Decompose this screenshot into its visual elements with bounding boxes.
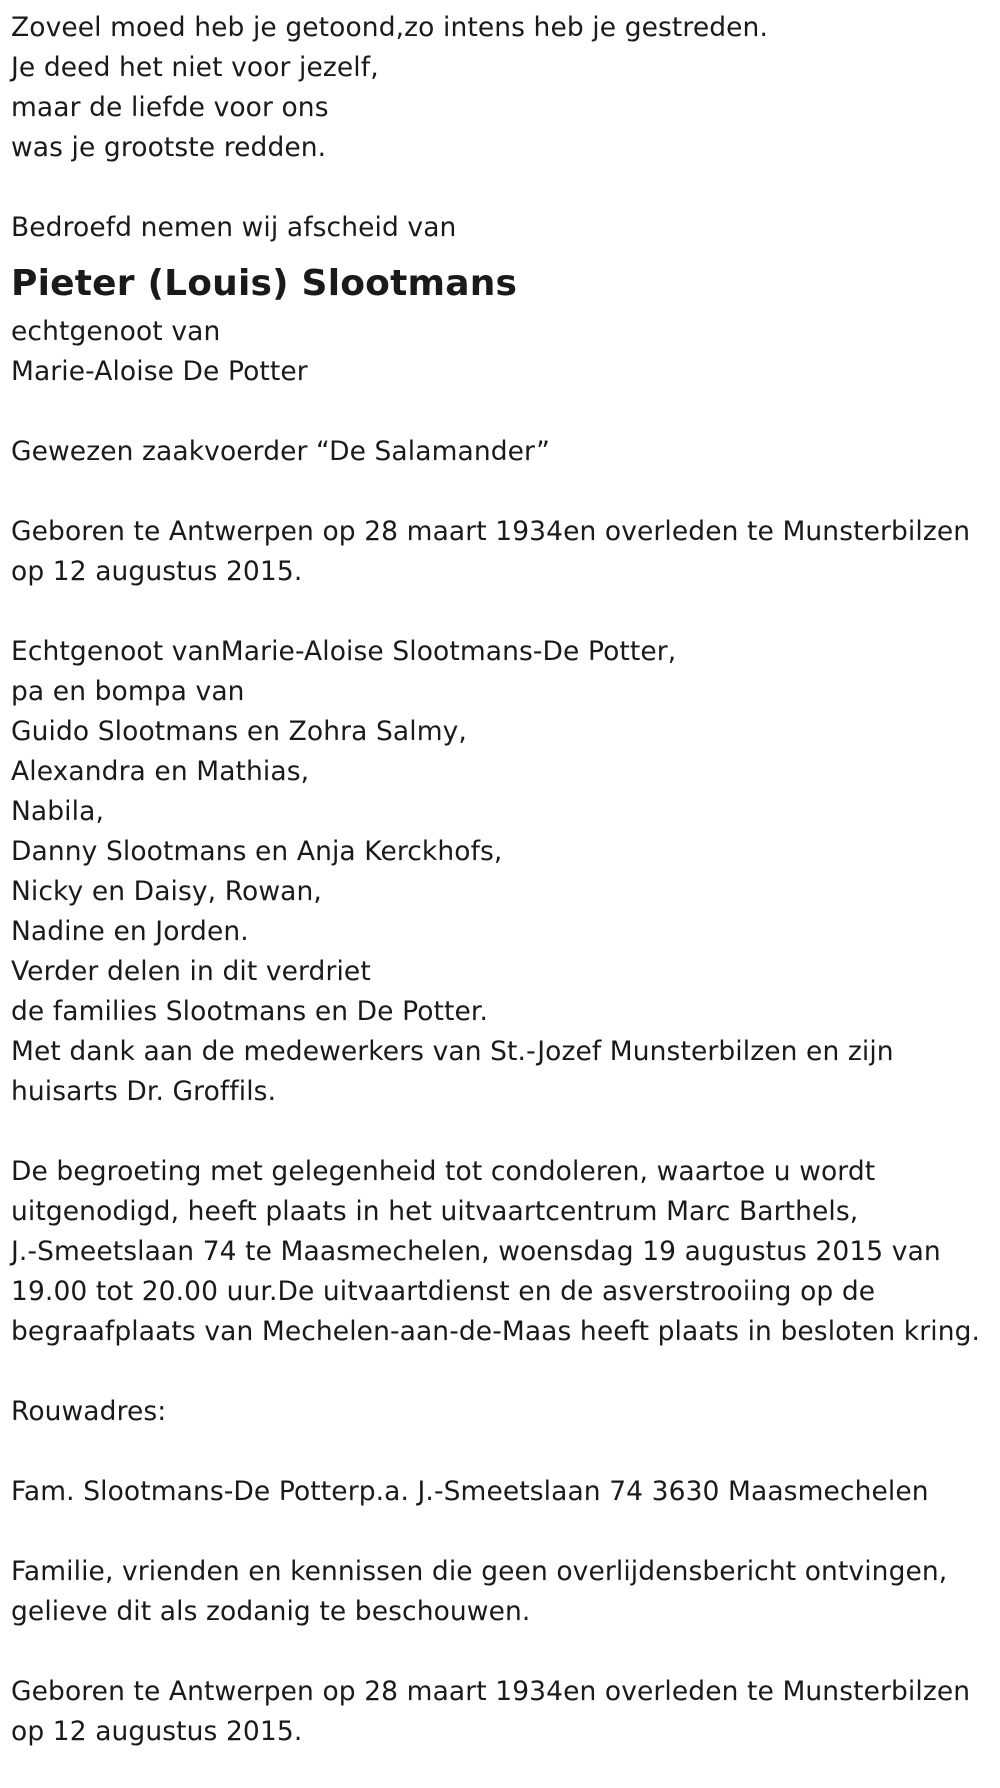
ceremony-line: 19.00 tot 20.00 uur.De uitvaartdienst en de asverstrooiing op de bbox=[11, 1276, 876, 1307]
spacer bbox=[11, 472, 996, 512]
spacer bbox=[11, 1632, 996, 1672]
notice bbox=[11, 1552, 996, 1632]
poem bbox=[11, 8, 996, 168]
ceremony-line: uitgenodigd, heeft plaats in het uitvaartcentrum Marc Barthels, bbox=[11, 1196, 859, 1227]
family-line: Nabila, bbox=[11, 796, 104, 827]
deceased-name: Pieter (Louis) Slootmans bbox=[11, 263, 518, 304]
poem-line: Je deed het niet voor jezelf, bbox=[11, 52, 379, 83]
notice-line: Familie, vrienden en kennissen die geen overlijdensbericht ontvingen, bbox=[11, 1556, 948, 1587]
spacer bbox=[11, 592, 996, 632]
mourning-address: Fam. Slootmans-De Potterp.a. J.-Smeetslaan 74 3630 Maasmechelen bbox=[11, 1476, 929, 1507]
poem-line: maar de liefde voor ons bbox=[11, 92, 329, 123]
spouse-label: echtgenoot van bbox=[11, 316, 221, 347]
family-line: Danny Slootmans en Anja Kerckhofs, bbox=[11, 836, 503, 867]
family-line: Echtgenoot vanMarie-Aloise Slootmans-De Potter, bbox=[11, 636, 677, 667]
obituary-text bbox=[11, 8, 996, 1752]
poem-line: was je grootste redden. bbox=[11, 132, 327, 163]
birth-death-line: Geboren te Antwerpen op 28 maart 1934en overleden te Munsterbilzen bbox=[11, 516, 971, 547]
spouse-name: Marie-Aloise De Potter bbox=[11, 356, 308, 387]
spacer bbox=[11, 168, 996, 208]
ceremony-line: begraafplaats van Mechelen-aan-de-Maas heeft plaats in besloten kring. bbox=[11, 1316, 981, 1347]
family-list bbox=[11, 632, 996, 1112]
ceremony-line: J.-Smeetslaan 74 te Maasmechelen, woensdag 19 augustus 2015 van bbox=[11, 1236, 941, 1267]
poem-line: Zoveel moed heb je getoond,zo intens heb je gestreden. bbox=[11, 12, 768, 43]
intro-text: Bedroefd nemen wij afscheid van bbox=[11, 212, 457, 243]
birth-death-info-repeat bbox=[11, 1672, 996, 1752]
occupation: Gewezen zaakvoerder “De Salamander” bbox=[11, 436, 550, 467]
notice-line: gelieve dit als zodanig te beschouwen. bbox=[11, 1596, 531, 1627]
family-line: Nadine en Jorden. bbox=[11, 916, 249, 947]
mourning-address-label: Rouwadres: bbox=[11, 1396, 167, 1427]
birth-death-line: Geboren te Antwerpen op 28 maart 1934en overleden te Munsterbilzen bbox=[11, 1676, 971, 1707]
family-line: huisarts Dr. Groffils. bbox=[11, 1076, 277, 1107]
birth-death-line: op 12 augustus 2015. bbox=[11, 556, 303, 587]
ceremony-info bbox=[11, 1152, 996, 1352]
spacer bbox=[11, 1112, 996, 1152]
family-line: Verder delen in dit verdriet bbox=[11, 956, 371, 987]
family-line: Met dank aan de medewerkers van St.-Jozef Munsterbilzen en zijn bbox=[11, 1036, 894, 1067]
spacer bbox=[11, 1432, 996, 1472]
family-line: Alexandra en Mathias, bbox=[11, 756, 310, 787]
family-line: Nicky en Daisy, Rowan, bbox=[11, 876, 322, 907]
family-line: pa en bompa van bbox=[11, 676, 245, 707]
birth-death-info bbox=[11, 512, 996, 592]
spacer bbox=[11, 392, 996, 432]
spacer bbox=[11, 1352, 996, 1392]
ceremony-line: De begroeting met gelegenheid tot condoleren, waartoe u wordt bbox=[11, 1156, 876, 1187]
spacer bbox=[11, 1512, 996, 1552]
family-line: Guido Slootmans en Zohra Salmy, bbox=[11, 716, 467, 747]
birth-death-line: op 12 augustus 2015. bbox=[11, 1716, 303, 1747]
family-line: de families Slootmans en De Potter. bbox=[11, 996, 489, 1027]
